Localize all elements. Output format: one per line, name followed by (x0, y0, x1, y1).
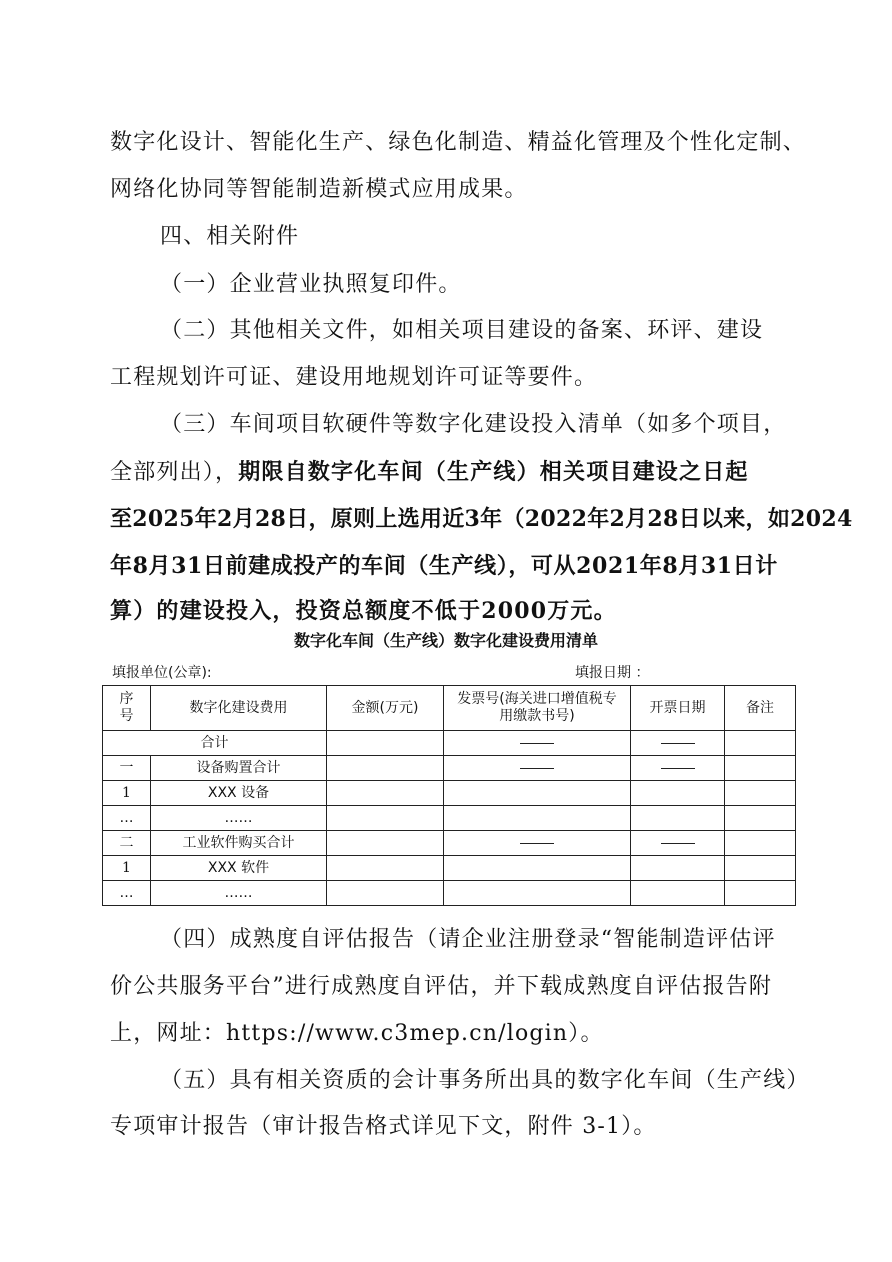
cell-amount (327, 856, 444, 881)
cell-invoice (444, 856, 631, 881)
dash-mark (661, 843, 695, 844)
cell-note (725, 781, 796, 806)
cell-note (725, 881, 796, 906)
paragraph-line-bold: 年8月31日前建成投产的车间（生产线），可从2021年8月31日计 (110, 553, 778, 579)
cell-invoice (444, 881, 631, 906)
attachment-item-1: （一）企业营业执照复印件。 (160, 272, 462, 297)
table-row (103, 806, 796, 831)
table-header-row (103, 686, 796, 731)
header-invoice: 发票号(海关进口增值税专用缴款书号) (444, 686, 631, 731)
cell-amount (327, 831, 444, 856)
dash-mark (520, 743, 554, 744)
text-normal: 全部列出）， (110, 460, 239, 485)
cell-item: 设备购置合计 (151, 756, 327, 781)
dash-mark (520, 843, 554, 844)
paragraph-line: 上，网址：https://www.c3mep.cn/login）。 (110, 1021, 604, 1046)
cell-seq: 1 (103, 856, 151, 881)
table-row (103, 781, 796, 806)
table-row (103, 856, 796, 881)
cell-date (631, 881, 725, 906)
attachment-item-4: （四）成熟度自评估报告（请企业注册登录“智能制造评估评 (160, 927, 776, 952)
cell-invoice (444, 806, 631, 831)
cell-note (725, 856, 796, 881)
table-row (103, 881, 796, 906)
section-heading: 四、相关附件 (160, 224, 300, 249)
cell-seq: … (103, 806, 151, 831)
paragraph-line-bold: 至2025年2月28日，原则上选用近3年（2022年2月28日以来，如2024 (110, 506, 853, 532)
cell-item: XXX 软件 (151, 856, 327, 881)
cell-invoice-na (444, 756, 631, 781)
header-seq: 序号 (103, 686, 151, 731)
cell-seq: 二 (103, 831, 151, 856)
cell-note (725, 731, 796, 756)
cell-total-label: 合计 (103, 731, 327, 756)
table-row-total (103, 731, 796, 756)
table-row-group (103, 756, 796, 781)
attachment-item-3: （三）车间项目软硬件等数字化建设投入清单（如多个项目， (160, 412, 787, 437)
cell-amount (327, 781, 444, 806)
table-title: 数字化车间（生产线）数字化建设费用清单 (293, 631, 598, 650)
cell-date (631, 806, 725, 831)
cell-date-na (631, 756, 725, 781)
cell-date-na (631, 731, 725, 756)
paragraph-line: 价公共服务平台”进行成熟度自评估，并下载成熟度自评估报告附 (110, 974, 773, 999)
dash-mark (520, 768, 554, 769)
cell-date (631, 781, 725, 806)
cell-invoice (444, 781, 631, 806)
table-row-group (103, 831, 796, 856)
paragraph-line: 数字化设计、智能化生产、绿色化制造、精益化管理及个性化定制、 (110, 130, 807, 155)
attachment-item-5: （五）具有相关资质的会计事务所出具的数字化车间（生产线） (160, 1068, 810, 1093)
cell-amount (327, 881, 444, 906)
cell-seq: … (103, 881, 151, 906)
text-bold: 期限自数字化车间（生产线）相关项目建设之日起 (238, 459, 749, 485)
cell-amount (327, 756, 444, 781)
cell-note (725, 756, 796, 781)
cell-seq: 1 (103, 781, 151, 806)
cell-amount (327, 731, 444, 756)
date-label: 填报日期 ： (575, 665, 650, 681)
header-amount: 金额(万元) (327, 686, 444, 731)
cell-item: XXX 设备 (151, 781, 327, 806)
cell-seq: 一 (103, 756, 151, 781)
paragraph-line-bold: 算）的建设投入，投资总额度不低于2000万元。 (110, 598, 617, 624)
dash-mark (661, 743, 695, 744)
cell-amount (327, 806, 444, 831)
cost-table (102, 685, 796, 906)
attachment-item-2: （二）其他相关文件，如相关项目建设的备案、环评、建设 (160, 318, 764, 343)
cell-note (725, 806, 796, 831)
paragraph-line: 专项审计报告（审计报告格式详见下文，附件 3-1）。 (110, 1114, 657, 1139)
paragraph-line (110, 457, 790, 488)
cell-item: …… (151, 881, 327, 906)
cell-item: 工业软件购买合计 (151, 831, 327, 856)
cell-date-na (631, 831, 725, 856)
paragraph-line: 工程规划许可证、建设用地规划许可证等要件。 (110, 365, 598, 390)
cell-date (631, 856, 725, 881)
cell-invoice-na (444, 831, 631, 856)
dash-mark (661, 768, 695, 769)
cell-note (725, 831, 796, 856)
header-note: 备注 (725, 686, 796, 731)
header-item: 数字化建设费用 (151, 686, 327, 731)
cell-item: …… (151, 806, 327, 831)
cell-invoice-na (444, 731, 631, 756)
header-date: 开票日期 (631, 686, 725, 731)
unit-label: 填报单位(公章): (112, 665, 212, 681)
paragraph-line: 网络化协同等智能制造新模式应用成果。 (110, 177, 528, 202)
